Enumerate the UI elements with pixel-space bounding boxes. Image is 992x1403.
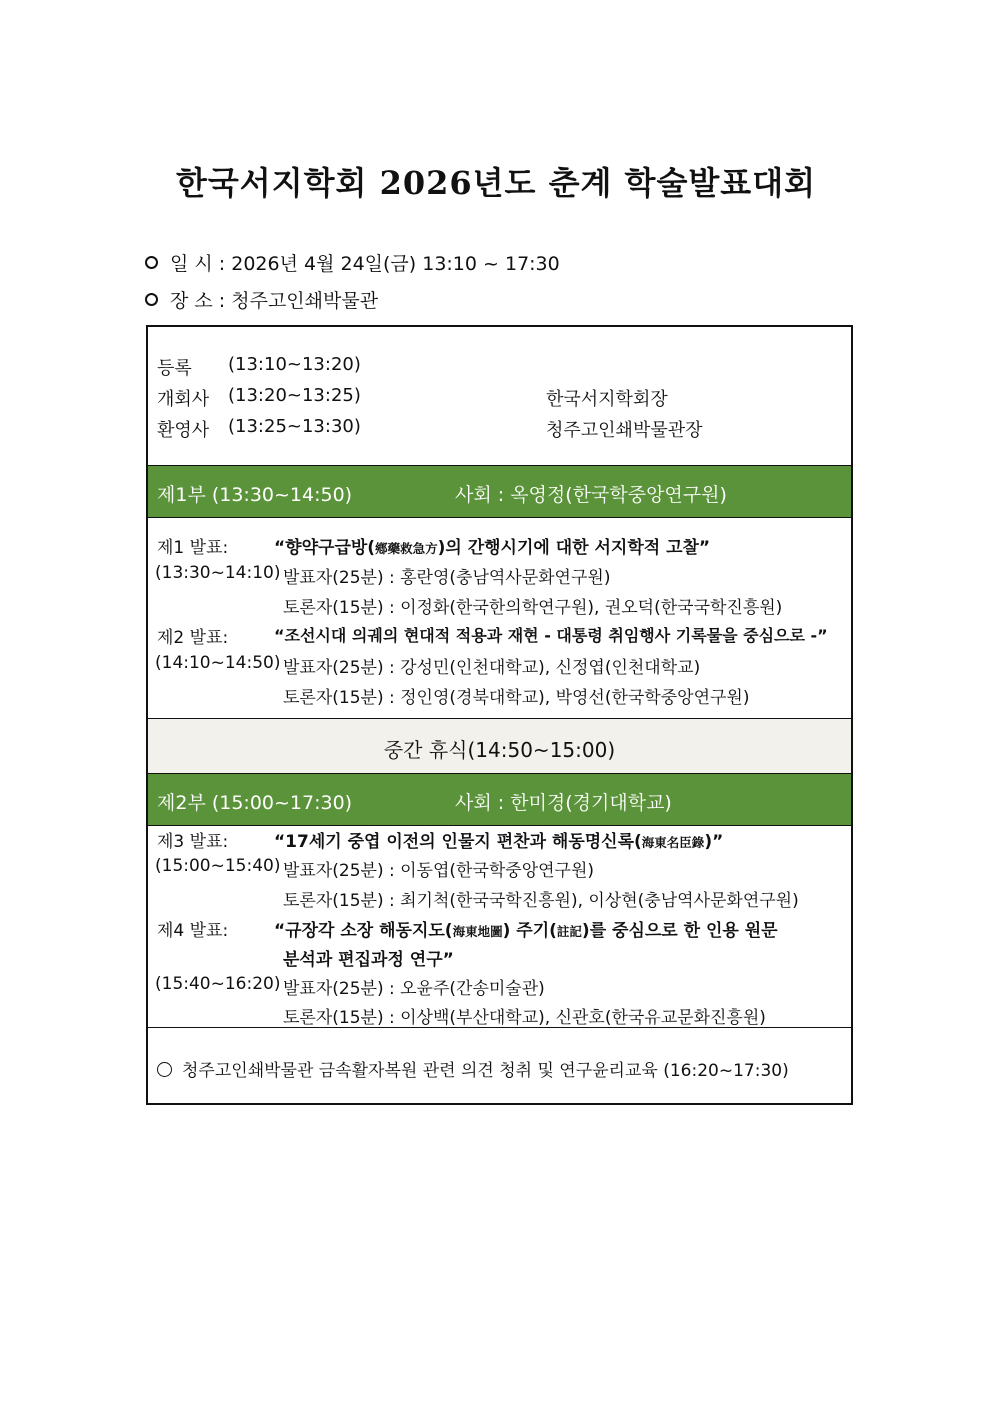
talk2-presenter: 발표자(25분) : 강성민(인천대학교), 신정엽(인천대학교): [283, 658, 701, 678]
talk4-discussant: 토론자(15분) : 이상백(부산대학교), 신관호(한국유교문화진흥원): [283, 1008, 766, 1028]
info-place: [145, 286, 378, 313]
opening-time: (13:25~13:30): [228, 416, 361, 437]
place-value: 청주고인쇄박물관: [231, 290, 379, 312]
opening-label: 개회사: [157, 389, 210, 410]
talk2-time: (14:10~14:50): [155, 653, 281, 673]
talk4-time: (15:40~16:20): [155, 974, 281, 994]
place-label: 장 소 :: [170, 290, 226, 312]
page-title: 한국서지학회 2026년도 춘계 학술발표대회: [175, 164, 817, 202]
talk4-label: 제4 발표:: [157, 921, 229, 941]
info-date: [145, 249, 560, 276]
talk4-title-line2: 분석과 편집과정 연구”: [283, 950, 454, 970]
session2-header: [148, 774, 851, 825]
talk2-discussant: 토론자(15분) : 정인영(경북대학교), 박영선(한국학중앙연구원): [283, 688, 750, 708]
opening-person: 청주고인쇄박물관장: [546, 420, 703, 441]
opening-time: (13:10~13:20): [228, 354, 361, 375]
talk1-time: (13:30~14:10): [155, 563, 281, 583]
opening-time: (13:20~13:25): [228, 385, 361, 406]
talk3-label: 제3 발표:: [157, 832, 229, 852]
program-table: [146, 325, 853, 1105]
talk3-time: (15:00~15:40): [155, 856, 281, 876]
session1-header: [148, 466, 851, 517]
closing-row: [148, 1028, 851, 1105]
talk1-label: 제1 발표:: [157, 538, 229, 558]
break-label: 중간 휴식(14:50~15:00): [383, 738, 616, 762]
circle-bullet-icon: [157, 1062, 172, 1077]
talk3-presenter: 발표자(25분) : 이동엽(한국학중앙연구원): [283, 861, 595, 881]
talk3-discussant: 토론자(15분) : 최기척(한국국학진흥원), 이상현(충남역사문화연구원): [283, 891, 799, 911]
talk2-title: “조선시대 의궤의 현대적 적용과 재현 - 대통령 취임행사 기록물을 중심으로 -”: [274, 626, 828, 645]
talk1-discussant: 토론자(15분) : 이정화(한국한의학연구원), 권오덕(한국국학진흥원): [283, 598, 783, 618]
talk3-title: “17세기 중엽 이전의 인물지 편찬과 해동명신록(海東名臣錄)”: [274, 832, 724, 852]
session2-title: 제2부 (15:00~17:30): [157, 792, 353, 814]
date-value: 2026년 4월 24일(금) 13:10 ~ 17:30: [231, 253, 560, 275]
opening-block: [148, 327, 851, 465]
break-row: [148, 719, 851, 773]
opening-label: 등록: [157, 358, 192, 379]
session2-talks: [148, 826, 851, 1027]
session1-talks: [148, 518, 851, 718]
session2-chair: 사회 : 한미경(경기대학교): [455, 792, 672, 814]
bullet-icon: [145, 293, 158, 306]
opening-label: 환영사: [157, 420, 210, 441]
talk2-label: 제2 발표:: [157, 628, 229, 648]
talk1-title: “향약구급방(鄕藥救急方)의 간행시기에 대한 서지학적 고찰”: [274, 538, 711, 558]
talk4-presenter: 발표자(25분) : 오윤주(간송미술관): [283, 979, 545, 999]
session1-chair: 사회 : 옥영정(한국학중앙연구원): [455, 484, 727, 506]
talk4-title: “규장각 소장 해동지도(海東地圖) 주기(註記)를 중심으로 한 인용 원문: [274, 921, 778, 941]
closing-text: 청주고인쇄박물관 금속활자복원 관련 의견 청취 및 연구윤리교육 (16:20~17:30): [157, 1056, 789, 1081]
opening-person: 한국서지학회장: [546, 389, 668, 410]
talk1-presenter: 발표자(25분) : 홍란영(충남역사문화연구원): [283, 568, 611, 588]
bullet-icon: [145, 256, 158, 269]
date-label: 일 시 :: [170, 253, 226, 275]
session1-title: 제1부 (13:30~14:50): [157, 484, 353, 506]
